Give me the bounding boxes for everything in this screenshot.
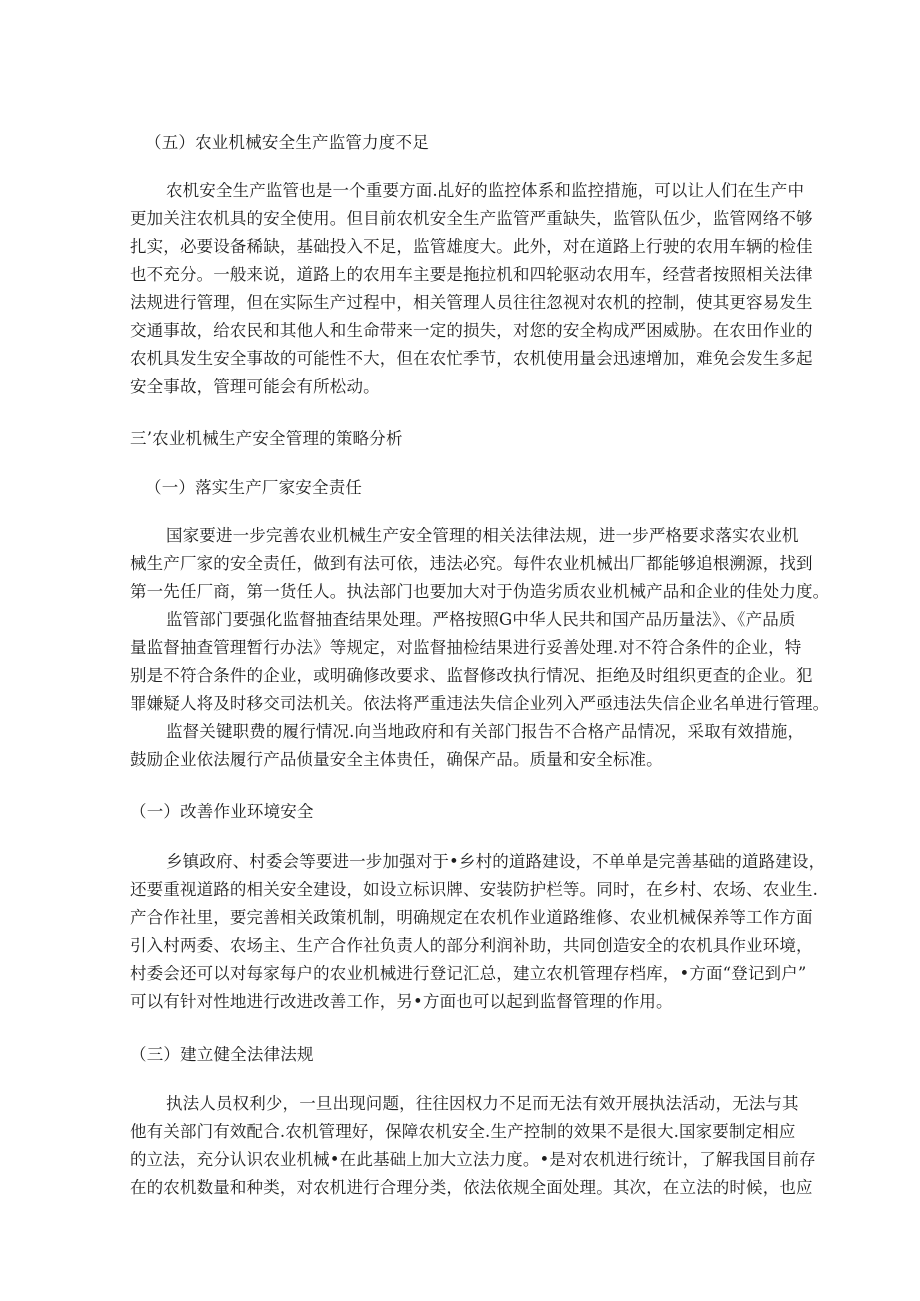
text-line: 械生产厂家的安全责任，做到有法可依，违法必究。每件农业机械出厂都能够追根溯源，找到	[130, 554, 813, 573]
paragraph-manufacturer-duty	[130, 522, 830, 606]
text-line: 引入村两委、农场主、生产合作社负责人的部分利润补助，共同创造安全的农机具作业环境，	[130, 936, 813, 955]
section-heading-3: （三）建立健全法律法规	[130, 1045, 314, 1064]
text-line: 也不充分。一般来说，道路上的农用车主要是拖拉机和四轮驱动农用车，经营者按照相关法律	[130, 265, 813, 284]
text-line: 交通事故，给农民和其他人和生命带来一定的损失，对您的安全构成严困威胁。在农田作业的	[130, 321, 813, 340]
text-line: 鼓励企业依法履行产品侦量安全主体贵任，确保产品。质量和安全标准。	[130, 750, 663, 769]
paragraph-duty-performance	[130, 718, 830, 774]
text-line: 乡镇政府、村委会等要进一步加强对于•乡村的道路建设，不单单是完善基础的道路建设，	[166, 852, 826, 871]
paragraph-supervision	[130, 177, 830, 401]
paragraph-legislation	[130, 1090, 830, 1202]
text-line: 农机具发生安全事故的可能性不大，但在农忙季节，农机使用量会迅速增加，难免会发生多起	[130, 349, 813, 368]
text-line: 执法人员权利少，一旦出现问题，往往因权力不足而无法有效开展执法活动，无法与其	[166, 1094, 799, 1113]
text-line: 安全事故，管理可能会有所松动。	[130, 377, 380, 396]
text-line: 量监督抽查管理暂行办法》等规定，对监督抽检结果进行妥善处理.对不符合条件的企业，特	[130, 638, 802, 657]
text-line: 他有关部门有效配合.农机管理好，保障农机安全.生产控制的效果不是很大.国家要制定相应	[130, 1122, 796, 1141]
text-line: 产合作社里，要完善相关政策机制，明确规定在农机作业道路维修、农业机械保养等工作方面	[130, 908, 813, 927]
text-line: 第一先任厂商，第一货任人。执法部门也要加大对于伪造劣质农业机械产品和企业的佳处力度。	[130, 582, 830, 601]
chapter-heading-3: 三’农业机械生产安全管理的策略分析	[130, 429, 403, 448]
text-line: 村委会还可以对每家每户的农业机械进行登记汇总，建立农机管理存档库，•方面“登记到户”	[130, 964, 807, 983]
text-line: 法规进行管理，但在实际生产过程中，相关管理人员往往忽视对农机的控制，使其更容易发生	[130, 293, 813, 312]
text-line: 罪嫌疑人将及时移交司法机关。依法将严重违法失信企业列入严亟违法失信企业名单进行管理。	[130, 694, 830, 713]
text-line: 更加关注农机具的安全使用。但目前农机安全生产监管严重缺失，监管队伍少，监管网络不够	[130, 209, 813, 228]
section-heading-1: （一）落实生产厂家安全责任	[145, 478, 363, 497]
text-line: 在的农机数量和种类，对农机进行合理分类，依法依规全面处理。其次，在立法的时候，也应	[130, 1178, 813, 1197]
text-line: 可以有针对性地进行改进改善工作，另•方面也可以起到监督管理的作用。	[130, 992, 673, 1011]
section-heading-5: （五）农业机械安全生产监管力度不足	[145, 133, 429, 152]
paragraph-inspection	[130, 606, 830, 718]
text-line: 监管部门要强化监督抽査结果处理。严格按照G中华人民共和国产品历量法》、《产品质	[166, 610, 796, 629]
text-line: 别是不符合条件的企业，或明确修改要求、监督修改执行情况、拒绝及时组织更查的企业。犯	[130, 666, 813, 685]
text-line: 农机安全生产监管也是一个重要方面.乩好的监控体系和监控措施，可以让人们在生产中	[166, 181, 805, 200]
text-line: 的立法，充分认识农业机械•在此基础上加大立法力度。•是对农机进行统计，了解我国目前存	[130, 1150, 816, 1169]
text-line: 国家要进一步完善农业机械生产安全管理的相关法律法规，进一步严格要求落实农业机	[166, 526, 799, 545]
paragraph-work-environment	[130, 848, 830, 1016]
text-line: 扎实，必要设备稀缺，基础投入不足，监管雄度大。此外，对在道路上行驶的农用车辆的检佳	[130, 237, 813, 256]
text-line: 还要重视道路的相关安全建设，如设立标识牌、安装防护栏等。同时，在乡村、农场、农业生.	[130, 880, 819, 899]
text-line: 监督关键职费的履行情况.向当地政府和有关部门报告不合格产品情况，采取有效措施，	[166, 722, 805, 741]
section-heading-2: （一）改善作业环境安全	[130, 802, 314, 821]
